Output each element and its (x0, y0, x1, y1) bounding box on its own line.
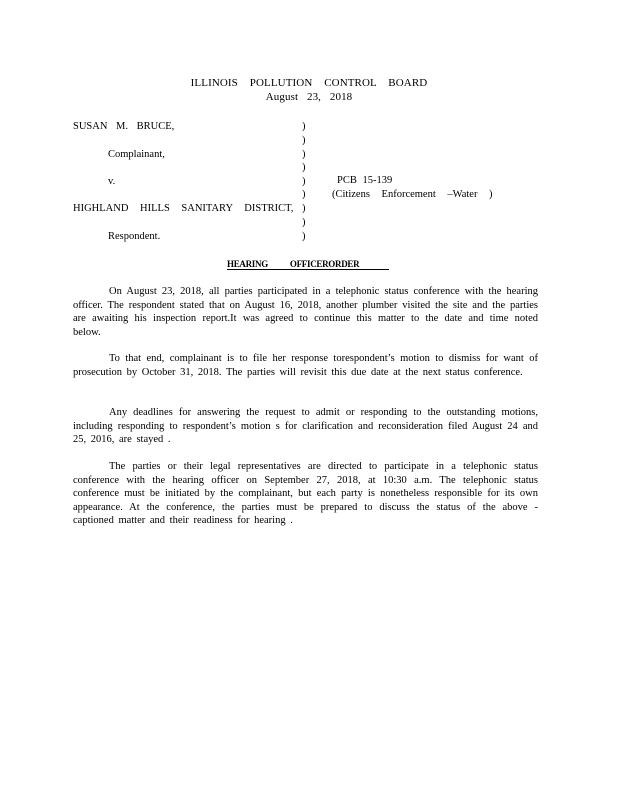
order-date: August 23, 2018 (265, 91, 353, 103)
caption-paren: ) (302, 162, 306, 173)
order-paragraph: To that end, complainant is to file her response torespondent’s motion to dismiss for want of prosecution by October 31, 2018. The parties will revisit this due date at the next status conference. (73, 353, 538, 378)
order-title-part1: HEARING (227, 259, 268, 269)
caption-paren: ) (302, 121, 306, 132)
case-type: (Citizens Enforcement –Water ) (332, 189, 493, 200)
respondent-name: HIGHLAND HILLS SANITARY DISTRICT, (73, 203, 294, 214)
order-paragraph: On August 23, 2018, all parties participated in a telephonic status conference with the hearing officer. The respondent stated that on August 16, 2018, another plumber visited the site and the parties are awaiting his inspection report.It was agreed to continue this matter to the date and time noted below. (73, 286, 538, 338)
caption-paren: ) (302, 189, 306, 200)
caption-paren: ) (302, 176, 306, 187)
caption-paren: ) (302, 231, 306, 242)
complainant-role: Complainant, (108, 149, 165, 160)
order-paragraph: Any deadlines for answering the request to admit or responding to the outstanding motions, including responding to respondent’s motion s for clarification and reconsideration filed August 24 and 25, 2016, are stayed . (73, 407, 538, 445)
caption-paren: ) (302, 149, 306, 160)
versus-label: v. (108, 176, 116, 187)
order-paragraph: The parties or their legal representatives are directed to participate in a telephonic status conference with the hearing officer on September 27, 2018, at 10:30 a.m. The telephonic status conference must be initiated by the complainant, but each party is nonetheless responsible for its own appearance. At the conference, the parties must be prepared to discuss the status of the above -captioned matter and their readiness for hearing . (73, 461, 538, 526)
board-name: ILLINOIS POLLUTION CONTROL BOARD (190, 77, 428, 89)
caption-paren: ) (302, 135, 306, 146)
complainant-name: SUSAN M. BRUCE, (73, 121, 175, 132)
order-title (227, 259, 389, 270)
caption-paren: ) (302, 217, 306, 228)
respondent-role: Respondent. (108, 231, 161, 242)
order-title-part2: OFFICERORDER (289, 259, 360, 269)
caption-paren: ) (302, 203, 306, 214)
case-number: PCB 15-139 (337, 175, 393, 186)
